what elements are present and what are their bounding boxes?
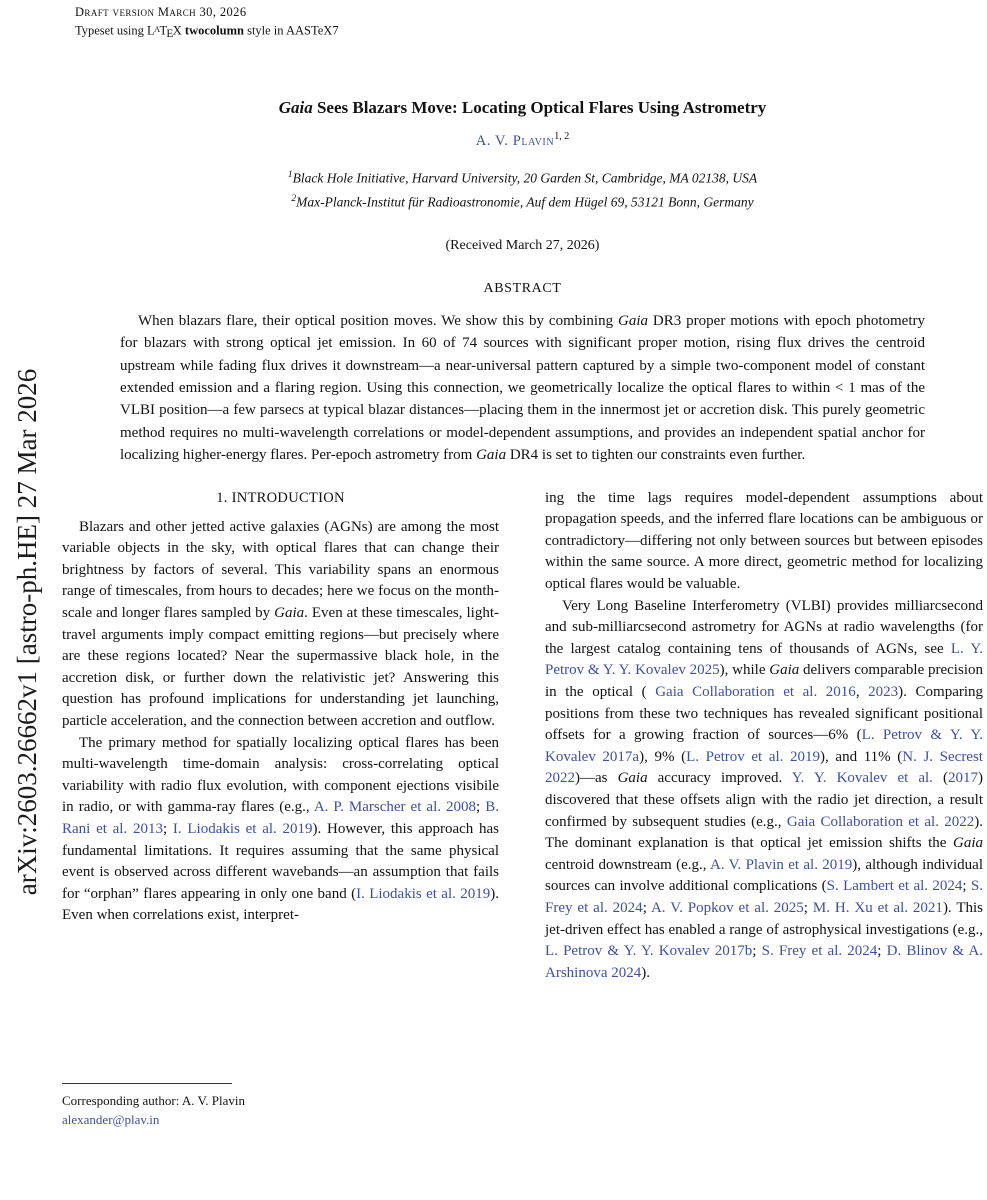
text-segment: accuracy improved.	[647, 770, 792, 787]
text-segment: Typeset using L	[75, 23, 155, 38]
citation-link[interactable]: Y. Y. Kovalev et al.	[791, 770, 933, 787]
text-segment: When blazars flare, their optical position moves. We show this by combining	[138, 312, 618, 329]
citation-link[interactable]: S. Lambert et al. 2024	[826, 878, 963, 895]
footnote-rule	[62, 1083, 232, 1084]
citation-link[interactable]: L. Petrov & Y. Y. Kovalev 2017a	[545, 727, 983, 765]
arxiv-identifier-banner: arXiv:2603.26662v1 [astro-ph.HE] 27 Mar 2026	[12, 368, 42, 896]
text-segment: ), although individual sources can involve additional complications (	[545, 856, 983, 895]
citation-link[interactable]: I. Liodakis et al. 2019	[172, 820, 313, 837]
text-segment: (	[932, 770, 948, 787]
corresponding-author-footnote	[62, 1083, 245, 1129]
text-segment: ing the time lags requires model-dependent assumptions about propagation speeds, and the inferred flare locations can be ambiguous or contradictory—differing not only between sources but between episodes within the same source. A more direct, geometric method for localizing optical flares would be valuable.	[545, 489, 983, 593]
citation-link[interactable]: 2017	[948, 770, 978, 787]
received-date: (Received March 27, 2026)	[445, 237, 600, 253]
affiliation-1	[62, 165, 983, 189]
citation-link[interactable]: A. V. Popkov et al. 2025	[650, 899, 804, 916]
section-heading-introduction: 1. INTRODUCTION	[216, 489, 345, 506]
affiliation-1-text: Black Hole Initiative, Harvard University, 20 Garden St, Cambridge, MA 02138, USA	[292, 170, 758, 186]
text-segment: Gaia	[618, 312, 648, 329]
text-segment: ;	[642, 899, 651, 916]
citation-link[interactable]: L. Y. Petrov & Y. Y. Kovalev 2025	[545, 640, 983, 679]
text-segment: ;	[962, 878, 971, 895]
abstract-text	[120, 310, 925, 467]
text-segment: DR4 is set to tighten our constraints even further.	[506, 447, 806, 464]
text-segment: E	[166, 27, 174, 40]
corresponding-author-label: Corresponding author: A. V. Plavin	[62, 1092, 245, 1108]
author-line	[62, 131, 983, 150]
text-segment: Gaia	[274, 605, 305, 622]
text-segment: ), and 11% (	[820, 748, 903, 765]
intro-paragraph-1	[62, 517, 499, 733]
text-segment: )—as	[575, 770, 618, 787]
citation-link[interactable]: M. H. Xu et al. 2021	[812, 899, 943, 916]
right-column	[545, 488, 983, 1132]
text-segment: ) discovered that these offsets align with the radio jet direction, a result confirmed by subsequent studies (e.g.,	[545, 770, 983, 830]
citation-link[interactable]: 2023	[868, 684, 899, 701]
text-segment: Gaia	[476, 447, 507, 464]
text-segment: centroid downstream (e.g.,	[545, 856, 710, 873]
text-segment: ). Even when correlations exist, interpret-	[62, 885, 499, 924]
citation-link[interactable]: L. Petrov & Y. Y. Kovalev 2017b	[545, 943, 753, 960]
paper-title	[62, 98, 983, 118]
author-affiliation-superscript: 1, 2	[554, 131, 570, 142]
text-segment: delivers comparable precision in the optical (	[545, 662, 983, 701]
text-segment: ;	[752, 943, 762, 960]
citation-link[interactable]: D. Blinov & A. Arshinova 2024	[545, 943, 983, 981]
intro-paragraph-3	[545, 596, 983, 985]
citation-link[interactable]: S. Frey et al. 2024	[545, 878, 983, 916]
text-segment: Gaia	[278, 98, 313, 117]
text-segment: ;	[476, 799, 486, 816]
citation-link[interactable]: L. Petrov et al. 2019	[686, 748, 821, 765]
text-segment: ,	[855, 684, 869, 701]
intro-paragraph-2	[62, 733, 499, 927]
text-segment: Blazars and other jetted active galaxies (AGNs) are among the most variable objects in the sky, with optical flares that can change their brightness by factors of several. This variability spans an enormous range of timescales, from hours to decades; here we focus on the month-scale and longer flares sampled by	[62, 518, 499, 622]
text-segment: style in AASTeX7	[243, 23, 339, 38]
text-segment: Very Long Baseline Interferometry (VLBI) provides milliarcsecond and sub-milliarcsecond astrometry for AGNs at radio wavelengths (for the largest catalog containing tens of thousands of AGNs, see	[545, 597, 983, 657]
text-segment: . Even at these timescales, light-travel arguments imply compact emitting regions—but precisely where are these regions located? Near the supermassive black hole, in the accretion disk, or further down the relativistic jet? Answering this question has profound implications for understanding jet launching, particle acceleration, and the connection between accretion and outflow.	[62, 605, 499, 730]
text-segment: X	[172, 23, 185, 38]
text-segment: Gaia	[953, 835, 983, 852]
text-segment: ;	[803, 899, 813, 916]
affiliation-1-superscript: 1	[287, 169, 293, 180]
paper-content	[62, 0, 983, 1132]
citation-link[interactable]: S. Frey et al. 2024	[761, 943, 878, 960]
affiliation-2-superscript: 2	[291, 193, 297, 204]
text-segment: Gaia	[617, 770, 648, 787]
intro-paragraph-2-continued	[545, 488, 983, 596]
citation-link[interactable]: B. Rani et al. 2013	[62, 799, 499, 837]
citation-link[interactable]: I. Liodakis et al. 2019	[356, 885, 491, 902]
text-segment: ), 9% (	[639, 748, 687, 765]
text-segment: A	[154, 24, 161, 34]
citation-link[interactable]: A. V. Plavin et al. 2019	[710, 856, 853, 873]
text-segment: ), while	[719, 662, 770, 679]
text-segment: ). Comparing positions from these two techniques has revealed significant positional offsets for a growing fraction of sources—6% (	[545, 684, 983, 744]
text-segment: ). The dominant explanation is that optical jet emission shifts the	[545, 813, 983, 852]
citation-link[interactable]: Gaia Collaboration et al. 2016	[655, 684, 856, 701]
text-segment: Sees Blazars Move: Locating Optical Flares Using Astrometry	[312, 98, 767, 117]
citation-link[interactable]: Gaia Collaboration et al. 2022	[786, 813, 975, 830]
text-segment: ;	[162, 820, 173, 837]
text-segment: T	[159, 23, 168, 38]
text-segment: ). However, this approach has fundamental limitations. It requires assuming that the same physical event is observed across different wavebands—an assumption that fails for “orphan” flares appearing in only one band (	[62, 820, 500, 902]
citation-link[interactable]: A. P. Marscher et al. 2008	[313, 799, 477, 816]
two-column-body	[62, 488, 983, 1132]
affiliation-2	[62, 189, 983, 213]
affiliation-2-text: Max-Planck-Institut für Radioastronomie, Auf dem Hügel 69, 53121 Bonn, Germany	[296, 194, 754, 210]
text-segment: Gaia	[769, 662, 800, 679]
text-segment: The primary method for spatially localizing optical flares has been multi-wavelength time-domain analysis: cross-correlating optical variability with radio flux evolution, with component ejections visibile in radio, or with gamma-ray flares (e.g.,	[62, 734, 499, 816]
text-segment: ). This jet-driven effect has enabled a range of astrophysical investigations (e.g.,	[545, 899, 983, 938]
text-segment: ;	[877, 943, 887, 960]
corresponding-author-email-link[interactable]: alexander@plav.in	[62, 1111, 160, 1127]
text-segment: DR3 proper motions with epoch photometry for blazars with strong optical jet emission. In 60 of 74 sources with significant proper motion, rising flux drives the centroid upstream while fading flux drives it downstream—a near-universal pattern captured by a simple two-component model of constant extended emission and a flaring region. Using this connection, we geometrically localize the optical flares to within < 1 mas of the VLBI position—a few parsecs at typical blazar distances—placing them in the innermost jet or accretion disk. This purely geometric method requires no multi-wavelength correlations or model-dependent assumptions, and provides an independent spatial anchor for localizing higher-energy flares. Per-epoch astrometry from	[120, 312, 925, 464]
citation-link[interactable]: N. J. Secrest 2022	[545, 748, 983, 787]
left-column	[62, 488, 499, 1132]
abstract-heading: ABSTRACT	[483, 280, 562, 296]
text-segment: ).	[641, 964, 650, 981]
affiliations-block	[62, 165, 983, 213]
draft-version-line: Draft version March 30, 2026	[75, 5, 247, 19]
text-segment: twocolumn	[184, 23, 244, 38]
author-link[interactable]: A. V. Plavin	[475, 132, 555, 149]
